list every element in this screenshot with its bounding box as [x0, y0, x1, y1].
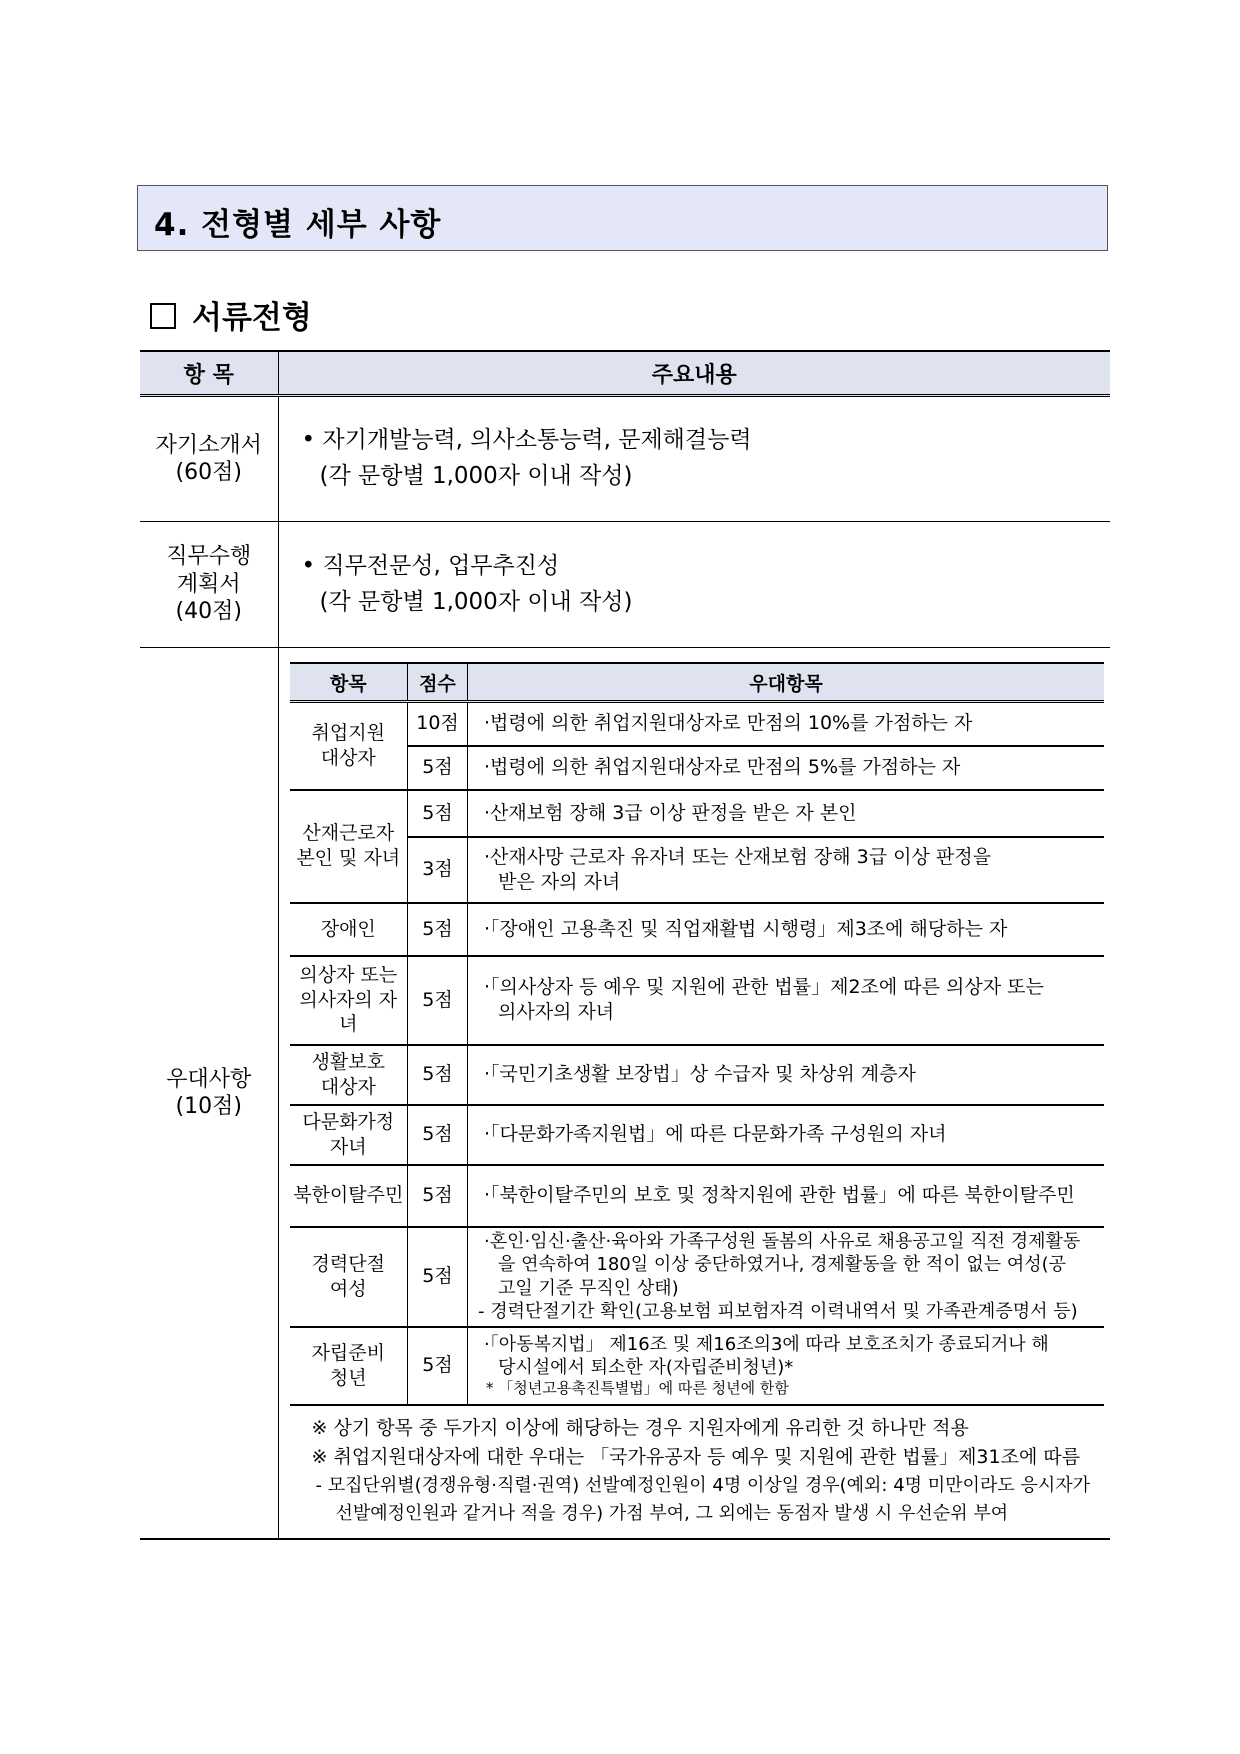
category-cell: 의상자 또는 의사자의 자녀: [290, 956, 408, 1045]
table-row: [290, 746, 1105, 790]
desc-cell: ·산재사망 근로자 유자녀 또는 산재보험 장해 3급 이상 판정을 받은 자의 자녀: [468, 837, 1105, 903]
subheading: [150, 292, 312, 337]
points-cell: 5점: [408, 746, 468, 790]
table-row: [290, 837, 1105, 903]
points-cell: 5점: [408, 1227, 468, 1327]
table-row: [290, 956, 1105, 1045]
desc-cell: ·법령에 의한 취업지원대상자로 만점의 5%를 가점하는 자: [468, 746, 1105, 790]
table-row: [290, 1227, 1105, 1327]
desc-cell: ·「북한이탈주민의 보호 및 정착지원에 관한 법률」에 따른 북한이탈주민: [468, 1165, 1105, 1227]
table-row: [140, 648, 1110, 1540]
row-label: 자기소개서 (60점): [140, 396, 278, 522]
note: - 모집단위별(경쟁유형·직렬·권역) 선발예정인원이 4명 이상일 경우(예외: 4명 미만이라도 응시자가 선발예정인원과 같거나 적을 경우) 가점 부여, 그 외에는 동점자 발생 시 우선순위 부여: [315, 1475, 1090, 1525]
desc-cell: ·산재보험 장해 3급 이상 판정을 받은 자 본인: [468, 790, 1105, 837]
section-title: 4. 전형별 세부 사항: [154, 207, 442, 243]
desc-cell: ·법령에 의한 취업지원대상자로 만점의 10%를 가점하는 자: [468, 702, 1105, 746]
note: ※ 취업지원대상자에 대한 우대는 「국가유공자 등 예우 및 지원에 관한 법률」제31조에 따름: [311, 1445, 1081, 1468]
table-row: [290, 1105, 1105, 1165]
document-screening-table: [140, 350, 1110, 1540]
table-row: [290, 1165, 1105, 1227]
desc-cell: ·「의사상자 등 예우 및 지원에 관한 법률」제2조에 따른 의상자 또는 의사자의 자녀: [468, 956, 1105, 1045]
category-cell: 산재근로자 본인 및 자녀: [290, 790, 408, 903]
category-cell: 경력단절 여성: [290, 1227, 408, 1327]
desc-cell: ·「아동복지법」 제16조 및 제16조의3에 따라 보호조치가 종료되거나 해 당시설에서 퇴소한 자(자립준비청년)* * 「청년고용촉진특별법」에 따른 청년에 한함: [468, 1327, 1105, 1405]
category-cell: 북한이탈주민: [290, 1165, 408, 1227]
footnote: * 「청년고용촉진특별법」에 따른 청년에 한함: [486, 1378, 789, 1397]
subheading-title: 서류전형: [192, 300, 312, 336]
header-points: 점수: [408, 663, 468, 702]
header-content: 주요내용: [278, 351, 1110, 396]
desc-cell: ·혼인·임신·출산·육아와 가족구성원 돌봄의 사유로 채용공고일 직전 경제활동 을 연속하여 180일 이상 중단하였거나, 경제활동을 한 적이 없는 여성(공 고일 기준 무직인 상태) - 경력단절기간 확인(고용보험 피보험자격 이력내역서 및 가족관계증명서 등): [468, 1227, 1105, 1327]
header-item: 항 목: [140, 351, 278, 396]
table-row: [290, 903, 1105, 956]
table-row: [140, 396, 1110, 522]
note: ※ 상기 항목 중 두가지 이상에 해당하는 경우 지원자에게 유리한 것 하나만 적용: [311, 1416, 969, 1439]
section-title-box: [137, 185, 1108, 251]
row-content: • 직무전문성, 업무추진성 (각 문항별 1,000자 이내 작성): [278, 522, 1110, 648]
category-cell: 다문화가정 자녀: [290, 1105, 408, 1165]
row-content: [278, 648, 1110, 1540]
table-row: [290, 1045, 1105, 1105]
header-desc: 우대항목: [468, 663, 1105, 702]
table-row: [290, 790, 1105, 837]
points-cell: 5점: [408, 956, 468, 1045]
category-cell: 취업지원 대상자: [290, 702, 408, 790]
row-content: • 자기개발능력, 의사소통능력, 문제해결능력 (각 문항별 1,000자 이내 작성): [278, 396, 1110, 522]
points-cell: 5점: [408, 790, 468, 837]
points-cell: 3점: [408, 837, 468, 903]
checkbox-square-icon: [150, 303, 176, 329]
points-cell: 5점: [408, 903, 468, 956]
notes: [290, 1406, 1105, 1533]
table-row: [140, 522, 1110, 648]
points-cell: 5점: [408, 1045, 468, 1105]
category-cell: 생활보호 대상자: [290, 1045, 408, 1105]
table-row: [290, 1327, 1105, 1405]
points-cell: 5점: [408, 1327, 468, 1405]
table-header: [140, 351, 1110, 396]
desc-cell: ·「국민기초생활 보장법」상 수급자 및 차상위 계층자: [468, 1045, 1105, 1105]
header-item: 항목: [290, 663, 408, 702]
preference-header: [290, 663, 1105, 702]
table-row: [290, 702, 1105, 746]
preference-table: [290, 662, 1105, 1406]
points-cell: 5점: [408, 1165, 468, 1227]
row-label: 우대사항 (10점): [140, 648, 278, 1540]
category-cell: 장애인: [290, 903, 408, 956]
desc-cell: ·「다문화가족지원법」에 따른 다문화가족 구성원의 자녀: [468, 1105, 1105, 1165]
row-label: 직무수행 계획서 (40점): [140, 522, 278, 648]
points-cell: 10점: [408, 702, 468, 746]
desc-cell: ·「장애인 고용촉진 및 직업재활법 시행령」제3조에 해당하는 자: [468, 903, 1105, 956]
points-cell: 5점: [408, 1105, 468, 1165]
category-cell: 자립준비 청년: [290, 1327, 408, 1405]
